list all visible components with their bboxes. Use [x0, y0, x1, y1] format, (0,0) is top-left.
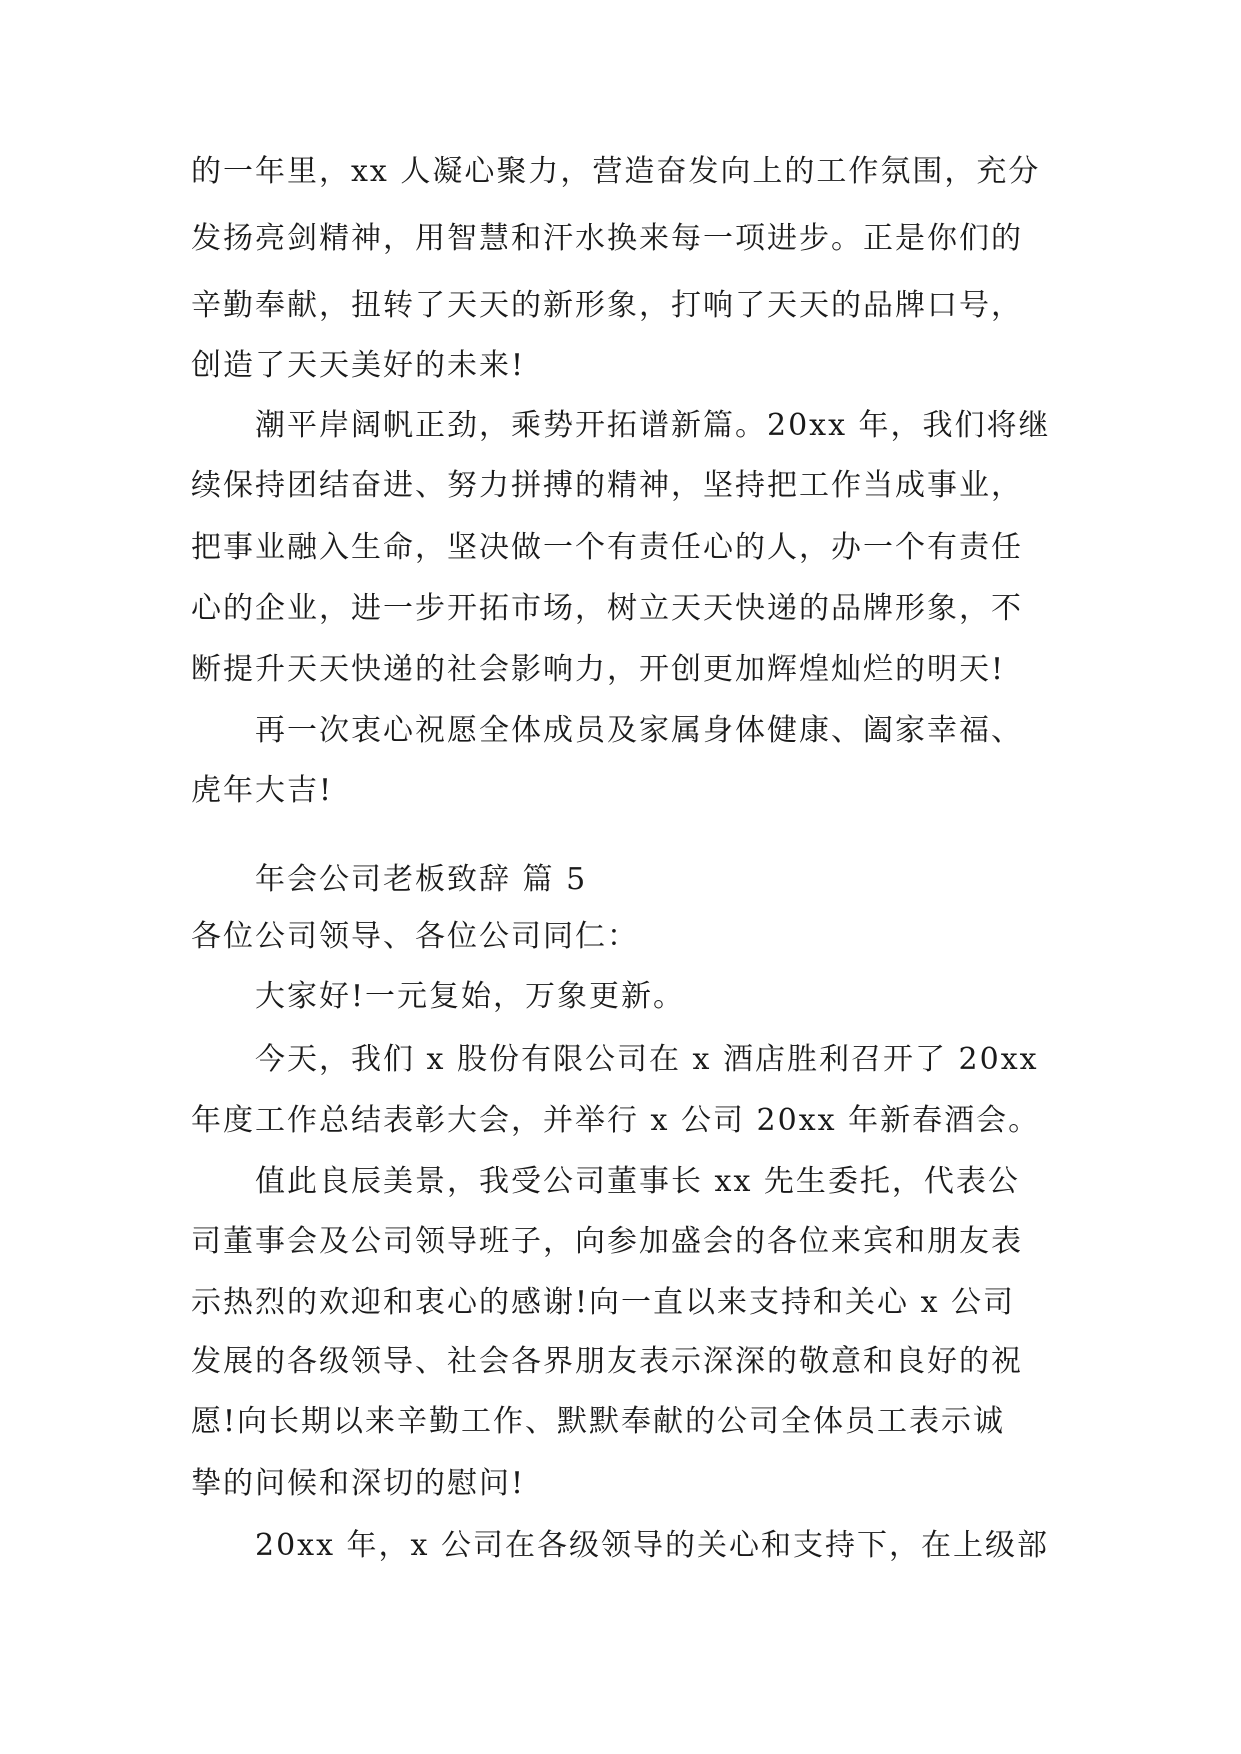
- paragraph-line: 的一年里，xx 人凝心聚力，营造奋发向上的工作氛围，充分: [191, 154, 1041, 189]
- paragraph-line: 大家好!一元复始，万象更新。: [255, 979, 686, 1014]
- paragraph-line: 再一次衷心祝愿全体成员及家属身体健康、阖家幸福、: [255, 713, 1023, 748]
- paragraph-line: 示热烈的欢迎和衷心的感谢!向一直以来支持和关心 x 公司: [191, 1285, 1016, 1320]
- paragraph-line: 心的企业，进一步开拓市场，树立天天快递的品牌形象，不: [191, 591, 1023, 626]
- paragraph-line: 断提升天天快递的社会影响力，开创更加辉煌灿烂的明天!: [191, 652, 1006, 687]
- paragraph-line: 发扬亮剑精神，用智慧和汗水换来每一项进步。正是你们的: [191, 221, 1023, 256]
- paragraph-line: 司董事会及公司领导班子，向参加盛会的各位来宾和朋友表: [191, 1224, 1023, 1259]
- paragraph-line: 续保持团结奋进、努力拼搏的精神，坚持把工作当成事业，: [191, 468, 1023, 503]
- section-heading: 年会公司老板致辞 篇 5: [255, 862, 588, 897]
- paragraph-line: 挚的问候和深切的慰问!: [191, 1466, 526, 1501]
- paragraph-line: 愿!向长期以来辛勤工作、默默奉献的公司全体员工表示诚: [191, 1404, 1006, 1439]
- paragraph-line: 创造了天天美好的未来!: [191, 348, 526, 383]
- paragraph-line: 潮平岸阔帆正劲，乘势开拓谱新篇。20xx 年，我们将继: [255, 408, 1051, 443]
- paragraph-line: 虎年大吉!: [191, 773, 334, 808]
- salutation: 各位公司领导、各位公司同仁：: [191, 919, 639, 954]
- paragraph-line: 把事业融入生命，坚决做一个有责任心的人，办一个有责任: [191, 530, 1023, 565]
- paragraph-line: 发展的各级领导、社会各界朋友表示深深的敬意和良好的祝: [191, 1344, 1023, 1379]
- paragraph-line: 今天，我们 x 股份有限公司在 x 酒店胜利召开了 20xx: [255, 1042, 1039, 1077]
- paragraph-line: 年度工作总结表彰大会，并举行 x 公司 20xx 年新春酒会。: [191, 1103, 1041, 1138]
- paragraph-line: 辛勤奉献，扭转了天天的新形象，打响了天天的品牌口号，: [191, 288, 1023, 323]
- paragraph-line: 值此良辰美景，我受公司董事长 xx 先生委托，代表公: [255, 1164, 1020, 1199]
- paragraph-line: 20xx 年，x 公司在各级领导的关心和支持下，在上级部: [255, 1528, 1050, 1563]
